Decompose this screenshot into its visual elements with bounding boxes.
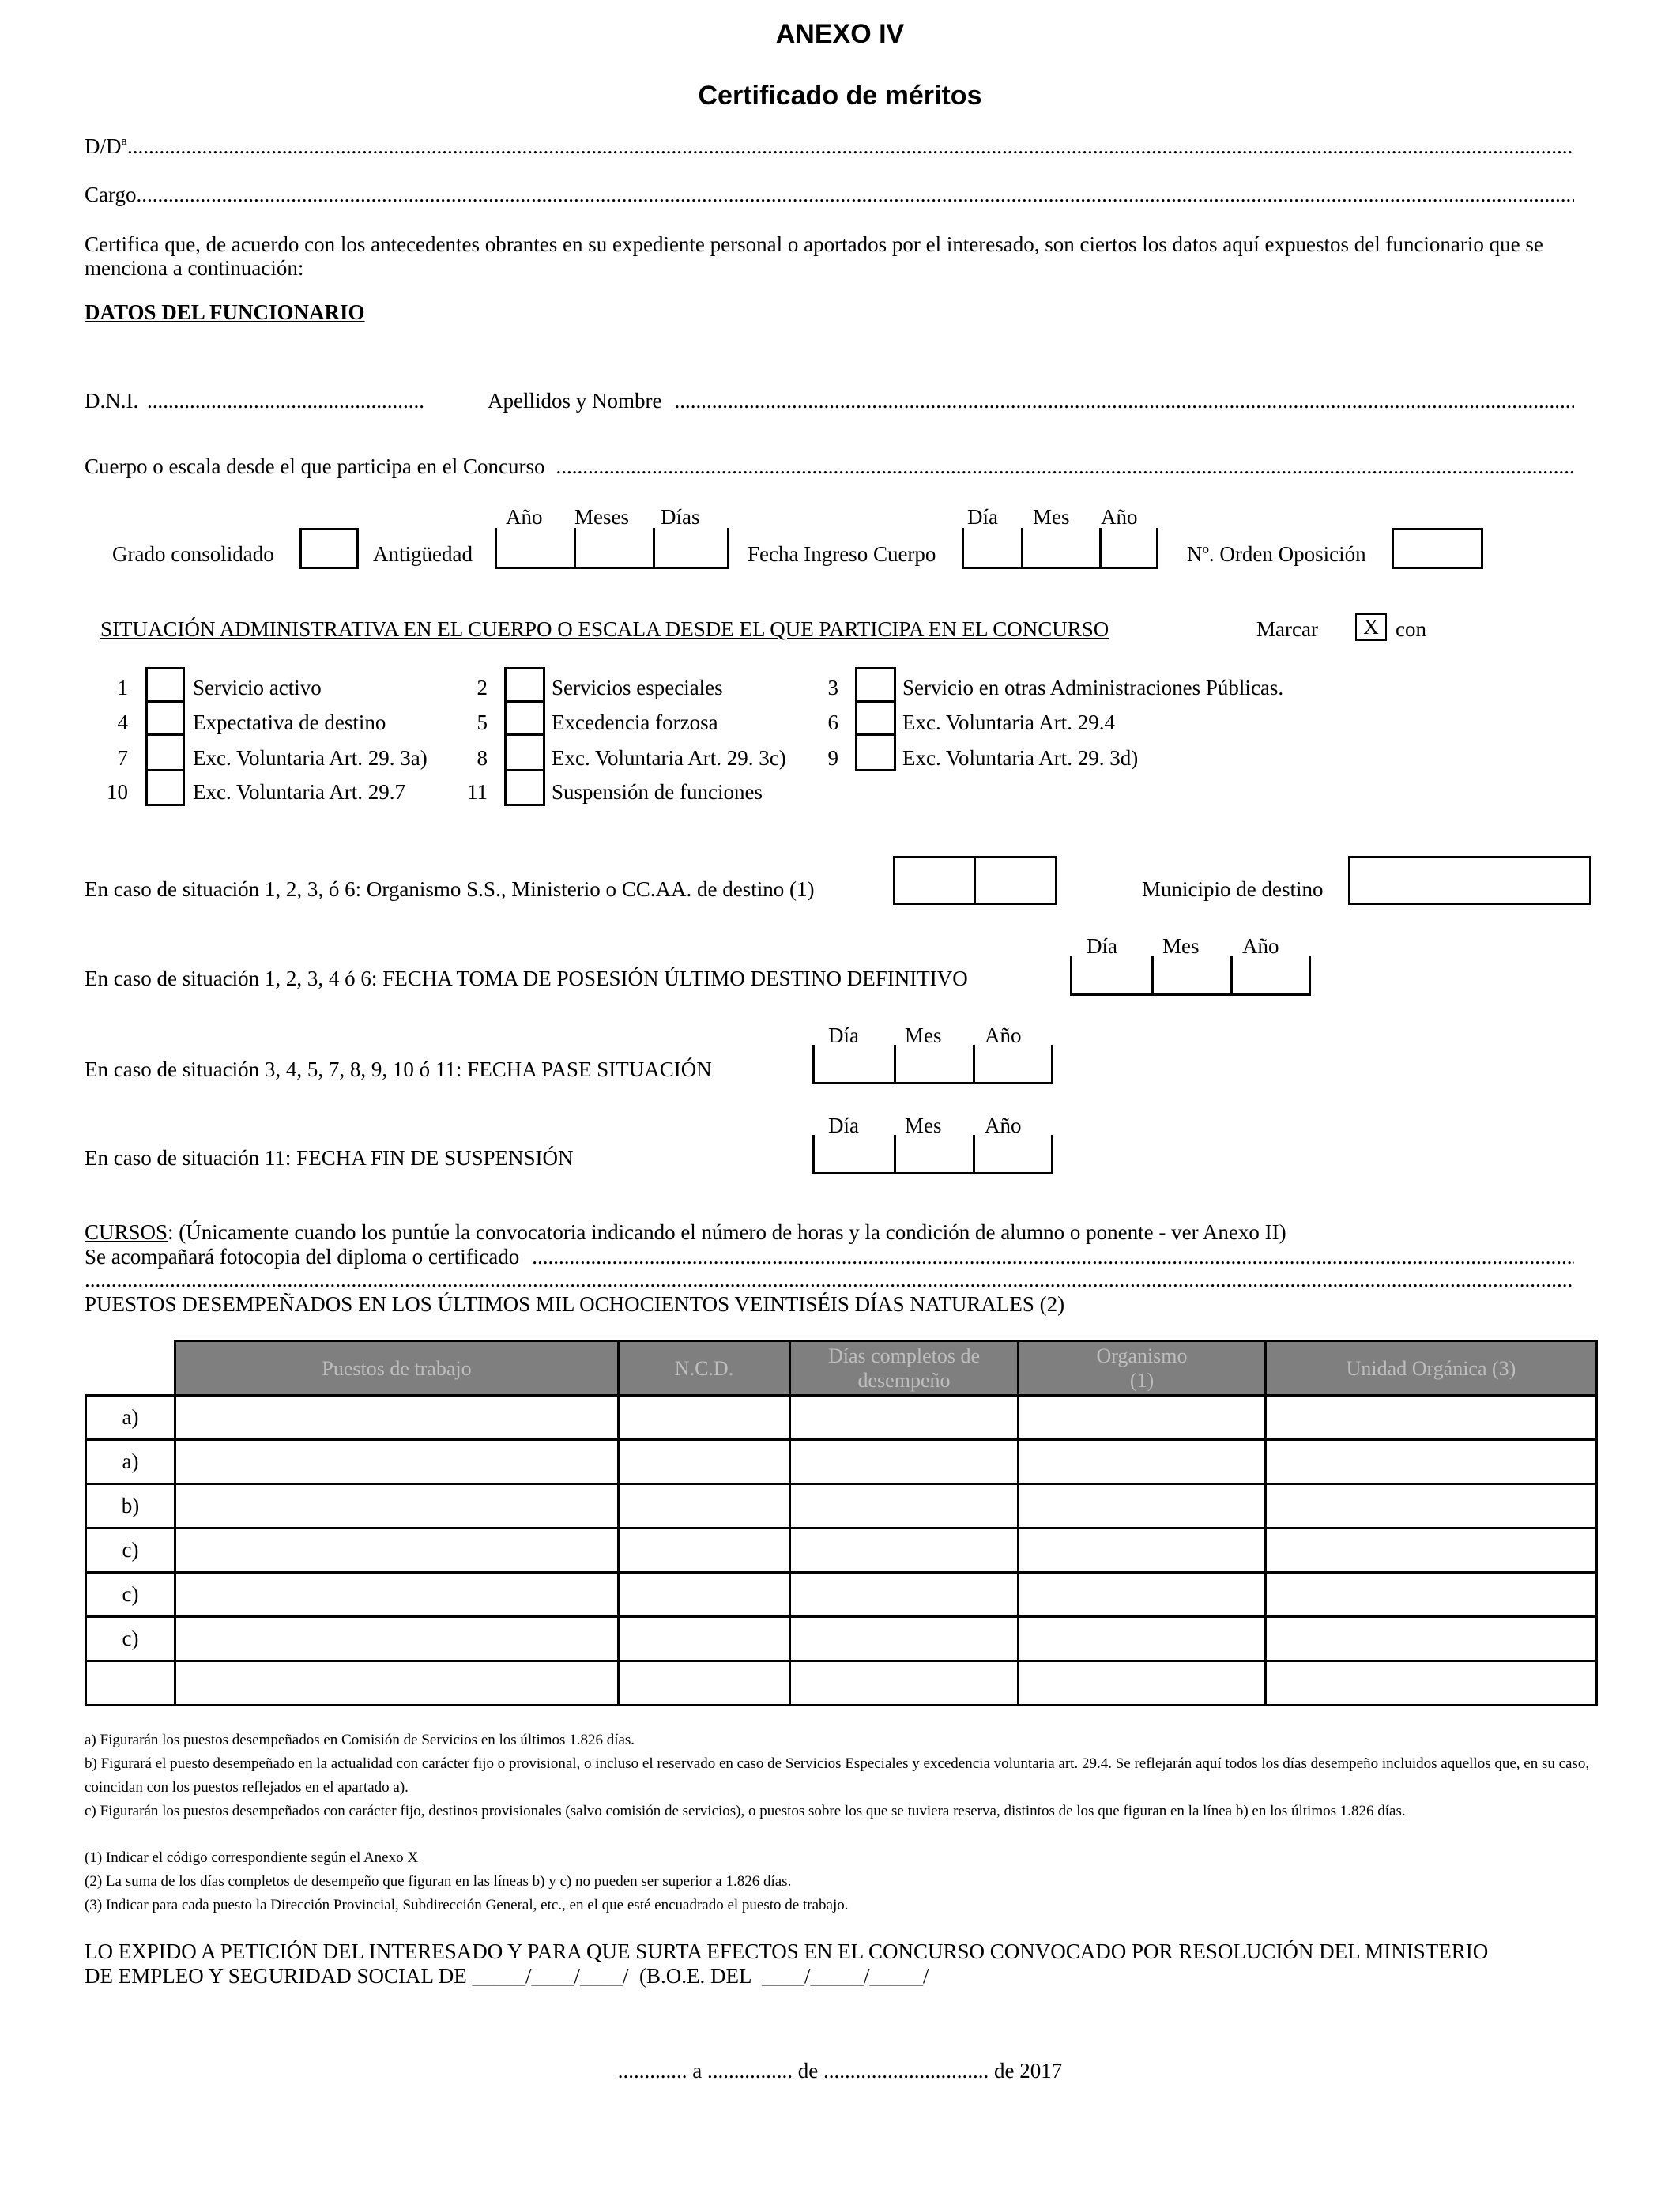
- organism-box[interactable]: [893, 856, 1057, 905]
- cell-days[interactable]: [790, 1573, 1019, 1617]
- option-checkbox[interactable]: [504, 733, 545, 771]
- cell-job[interactable]: [175, 1396, 619, 1440]
- entry-date-box[interactable]: [962, 528, 1158, 569]
- end-month-header: Mes: [905, 1114, 942, 1137]
- cell-unit[interactable]: [1266, 1661, 1597, 1706]
- cell-unit[interactable]: [1266, 1484, 1597, 1529]
- dni-label: D.N.I.: [85, 389, 139, 413]
- person-label: D/Dª: [85, 134, 127, 158]
- position-dots: [137, 184, 1575, 205]
- courses-text: : (Únicamente cuando los puntúe la convocatoria indicando el número de horas y la condición de alumno o ponente - ver Anexo II): [168, 1220, 1286, 1244]
- cell-days[interactable]: [790, 1661, 1019, 1706]
- cell-organism[interactable]: [1019, 1661, 1266, 1706]
- option-num: 2: [477, 676, 488, 699]
- person-field[interactable]: [85, 136, 1574, 157]
- cell-job[interactable]: [175, 1573, 619, 1617]
- cell-organism[interactable]: [1019, 1484, 1266, 1529]
- courses-dots-line[interactable]: [85, 1269, 1574, 1291]
- position-field[interactable]: [85, 184, 1574, 205]
- cell-ncd[interactable]: [619, 1484, 790, 1529]
- row-label: a): [86, 1440, 175, 1484]
- option-label: Suspensión de funciones: [552, 780, 763, 804]
- possession-day-header: Día: [1087, 934, 1117, 958]
- pass-day-header: Día: [828, 1023, 859, 1047]
- cell-unit[interactable]: [1266, 1396, 1597, 1440]
- cell-ncd[interactable]: [619, 1440, 790, 1484]
- end-label: En caso de situación 11: FECHA FIN DE SUSPENSIÓN: [85, 1146, 574, 1170]
- name-dots: [674, 390, 1574, 412]
- corps-label: Cuerpo o escala desde el que participa en el Concurso: [85, 454, 545, 478]
- cell-unit[interactable]: [1266, 1573, 1597, 1617]
- pass-year-header: Año: [985, 1023, 1022, 1047]
- option-label: Excedencia forzosa: [552, 711, 718, 734]
- option-num: 4: [117, 711, 128, 734]
- cell-organism[interactable]: [1019, 1529, 1266, 1573]
- option-label: Servicios especiales: [552, 676, 723, 699]
- cell-job[interactable]: [175, 1440, 619, 1484]
- entry-year-header: Año: [1101, 505, 1138, 529]
- option-checkbox[interactable]: [145, 733, 185, 771]
- grade-box[interactable]: [299, 528, 359, 569]
- table-row: [86, 1573, 1597, 1617]
- possession-month-header: Mes: [1162, 934, 1200, 958]
- row-label: c): [86, 1573, 175, 1617]
- header-unit: Unidad Orgánica (3): [1266, 1341, 1597, 1396]
- note-1: (1) Indicar el código correspondiente según el Anexo X: [85, 1849, 419, 1866]
- option-label: Exc. Voluntaria Art. 29. 3c): [552, 746, 786, 770]
- option-checkbox[interactable]: [145, 667, 185, 703]
- cell-organism[interactable]: [1019, 1396, 1266, 1440]
- option-label: Servicio en otras Administraciones Públicas.: [902, 676, 1284, 699]
- cell-job[interactable]: [175, 1617, 619, 1661]
- end-day-header: Día: [828, 1114, 859, 1137]
- mark-label: Marcar: [1256, 617, 1318, 641]
- option-num: 8: [477, 746, 488, 770]
- courses-line: [85, 1222, 1286, 1243]
- option-checkbox[interactable]: [504, 667, 545, 703]
- closing-line-1: LO EXPIDO A PETICIÓN DEL INTERESADO Y PARA QUE SURTA EFECTOS EN EL CONCURSO CONVOCADO POR RESOLUCIÓN DEL MINISTERIO: [85, 1940, 1489, 1963]
- option-label: Expectativa de destino: [193, 711, 386, 734]
- cell-job[interactable]: [175, 1484, 619, 1529]
- seniority-label: Antigüedad: [373, 542, 473, 566]
- table-row: [86, 1661, 1597, 1706]
- option-num: 5: [477, 711, 488, 734]
- header-days: Días completos de desempeño: [790, 1341, 1019, 1396]
- option-num: 10: [107, 780, 128, 804]
- option-num: 11: [467, 780, 488, 804]
- note-2: (2) La suma de los días completos de desempeño que figuran en las líneas b) y c) no pueden ser superior a 1.826 días.: [85, 1873, 792, 1890]
- page-title: Certificado de méritos: [698, 81, 982, 111]
- positions-table: [85, 1340, 1598, 1706]
- pass-label: En caso de situación 3, 4, 5, 7, 8, 9, 10 ó 11: FECHA PASE SITUACIÓN: [85, 1057, 712, 1081]
- option-num: 1: [117, 676, 128, 699]
- table-row: [86, 1440, 1597, 1484]
- mark-example-box: X: [1355, 613, 1387, 641]
- grade-label: Grado consolidado: [112, 542, 274, 566]
- row-label: [86, 1661, 175, 1706]
- corps-field[interactable]: [85, 456, 1574, 477]
- table-row: [86, 1617, 1597, 1661]
- cell-unit[interactable]: [1266, 1529, 1597, 1573]
- cell-job[interactable]: [175, 1529, 619, 1573]
- seniority-days-header: Días: [661, 505, 700, 529]
- table-row: [86, 1529, 1597, 1573]
- option-num: 9: [827, 746, 838, 770]
- cell-organism[interactable]: [1019, 1573, 1266, 1617]
- table-corner: [86, 1341, 175, 1396]
- entry-day-header: Día: [967, 505, 998, 529]
- order-label: Nº. Orden Oposición: [1187, 542, 1366, 566]
- option-label: Servicio activo: [193, 676, 322, 699]
- row-label: b): [86, 1484, 175, 1529]
- cell-organism[interactable]: [1019, 1617, 1266, 1661]
- order-box[interactable]: [1392, 528, 1483, 569]
- cell-days[interactable]: [790, 1440, 1019, 1484]
- option-checkbox[interactable]: [145, 769, 185, 806]
- name-label: Apellidos y Nombre: [488, 389, 662, 413]
- option-checkbox[interactable]: [504, 700, 545, 736]
- option-label: Exc. Voluntaria Art. 29. 3d): [902, 746, 1139, 770]
- section-title: DATOS DEL FUNCIONARIO: [85, 300, 365, 324]
- courses-attach-field[interactable]: [85, 1246, 1574, 1268]
- header-ncd: N.C.D.: [619, 1341, 790, 1396]
- name-field[interactable]: [488, 390, 1574, 412]
- municipality-box[interactable]: [1348, 856, 1591, 905]
- corps-dots: [556, 456, 1574, 477]
- option-checkbox[interactable]: [504, 769, 545, 806]
- option-num: 3: [827, 676, 838, 699]
- row-label: c): [86, 1529, 175, 1573]
- entry-month-header: Mes: [1033, 505, 1070, 529]
- option-label: Exc. Voluntaria Art. 29. 3a): [193, 746, 428, 770]
- seniority-months-header: Meses: [574, 505, 629, 529]
- closing-line-2: DE EMPLEO Y SEGURIDAD SOCIAL DE _____/____/____/ (B.O.E. DEL ____/_____/_____/: [85, 1964, 929, 1988]
- cell-ncd[interactable]: [619, 1529, 790, 1573]
- cell-days[interactable]: [790, 1484, 1019, 1529]
- signature-line: ............. a ................ de ............................... de 2017: [617, 2059, 1063, 2083]
- note-a: a) Figurarán los puestos desempeñados en Comisión de Servicios en los últimos 1.826 días.: [85, 1732, 635, 1748]
- cell-organism[interactable]: [1019, 1440, 1266, 1484]
- note-b: b) Figurará el puesto desempeñado en la actualidad con carácter fijo o provisional, o incluso el reservado en caso de Servicios Especiales y excedencia voluntaria art. 29.4. Se reflejarán aquí todos los días desempeño incluidos aquellos que, en su caso, coincidan con los puestos reflejados en el apartado a).: [85, 1755, 1590, 1796]
- cell-ncd[interactable]: [619, 1396, 790, 1440]
- note-3: (3) Indicar para cada puesto la Dirección Provincial, Subdirección General, etc., en el que esté encuadrado el puesto de trabajo.: [85, 1897, 849, 1913]
- positions-title: PUESTOS DESEMPEÑADOS EN LOS ÚLTIMOS MIL OCHOCIENTOS VEINTISÉIS DÍAS NATURALES (2): [85, 1292, 1065, 1316]
- option-checkbox[interactable]: [145, 700, 185, 736]
- cell-unit[interactable]: [1266, 1617, 1597, 1661]
- pass-date-box[interactable]: [812, 1045, 1053, 1084]
- row-label: c): [86, 1617, 175, 1661]
- cell-ncd[interactable]: [619, 1617, 790, 1661]
- option-num: 7: [117, 746, 128, 770]
- cell-unit[interactable]: [1266, 1440, 1597, 1484]
- mark-suffix: con: [1396, 617, 1426, 641]
- cell-days[interactable]: [790, 1529, 1019, 1573]
- row-label: a): [86, 1396, 175, 1440]
- dni-dots[interactable]: ....................................................: [147, 389, 424, 413]
- cell-days[interactable]: [790, 1396, 1019, 1440]
- option-label: Exc. Voluntaria Art. 29.7: [193, 780, 405, 804]
- option-label: Exc. Voluntaria Art. 29.4: [902, 711, 1115, 734]
- table-row: [86, 1484, 1597, 1529]
- possession-date-box[interactable]: [1070, 956, 1311, 996]
- cell-job[interactable]: [175, 1661, 619, 1706]
- option-checkbox[interactable]: [855, 700, 896, 736]
- option-checkbox[interactable]: [855, 733, 896, 771]
- seniority-box[interactable]: [495, 528, 729, 569]
- courses-attach-label: Se acompañará fotocopia del diploma o certificado: [85, 1245, 520, 1269]
- courses-attach-dots: [532, 1246, 1574, 1268]
- table-header-row: [86, 1341, 1597, 1396]
- header-job: Puestos de trabajo: [175, 1341, 619, 1396]
- option-checkbox[interactable]: [855, 667, 896, 703]
- entry-date-label: Fecha Ingreso Cuerpo: [748, 542, 936, 566]
- end-date-box[interactable]: [812, 1135, 1053, 1174]
- certifies-text: Certifica que, de acuerdo con los antecedentes obrantes en su expediente personal o aportados por el interesado, son ciertos los datos aquí expuestos del funcionario que se menciona a continuación:: [85, 232, 1543, 280]
- possession-year-header: Año: [1242, 934, 1279, 958]
- possession-label: En caso de situación 1, 2, 3, 4 ó 6: FECHA TOMA DE POSESIÓN ÚLTIMO DESTINO DEFINITIVO: [85, 967, 968, 990]
- header-organism: Organismo (1): [1019, 1341, 1266, 1396]
- organism-label: En caso de situación 1, 2, 3, ó 6: Organismo S.S., Ministerio o CC.AA. de destino (1): [85, 877, 815, 901]
- pass-month-header: Mes: [905, 1023, 942, 1047]
- end-year-header: Año: [985, 1114, 1022, 1137]
- note-c: c) Figurarán los puestos desempeñados con carácter fijo, destinos provisionales (salvo comisión de servicios), o puestos sobre los que se tuviera reserva, distintos de los que figuran en la línea b) en los últimos 1.826 días.: [85, 1803, 1406, 1819]
- situation-title: SITUACIÓN ADMINISTRATIVA EN EL CUERPO O ESCALA DESDE EL QUE PARTICIPA EN EL CONCURSO: [100, 617, 1109, 641]
- courses-title: CURSOS: [85, 1220, 168, 1244]
- option-num: 6: [827, 711, 838, 734]
- annex-title: ANEXO IV: [775, 19, 905, 49]
- municipality-label: Municipio de destino: [1142, 877, 1324, 901]
- cell-days[interactable]: [790, 1617, 1019, 1661]
- position-label: Cargo: [85, 183, 137, 206]
- cell-ncd[interactable]: [619, 1573, 790, 1617]
- table-row: [86, 1396, 1597, 1440]
- person-dots: [127, 136, 1574, 157]
- seniority-year-header: Año: [506, 505, 543, 529]
- cell-ncd[interactable]: [619, 1661, 790, 1706]
